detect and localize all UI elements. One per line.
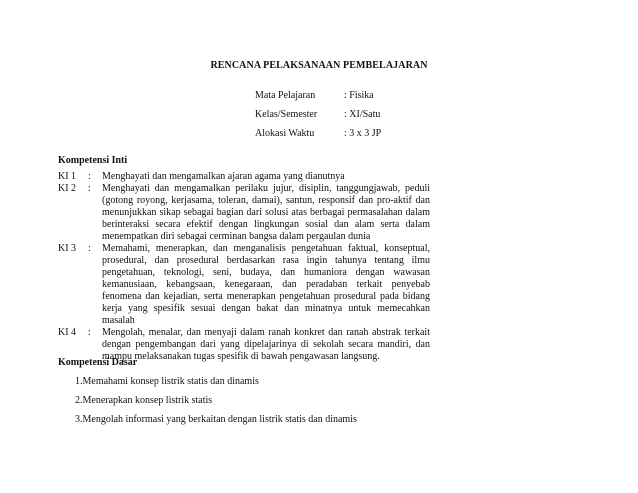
meta-value: : Fisika (344, 90, 374, 101)
ki-row (58, 171, 430, 183)
ki-code: KI 1 (58, 171, 77, 182)
ki-code: KI 4 (58, 327, 77, 338)
ki-colon: : (88, 171, 91, 182)
ki-text: Menghayati dan mengamalkan ajaran agama yang dianutnya (102, 171, 345, 182)
ki-colon: : (88, 183, 91, 194)
meta-row-time (255, 128, 455, 147)
meta-value: : 3 x 3 JP (344, 128, 382, 139)
kompetensi-dasar-list (75, 376, 475, 433)
list-item: 3.Mengolah informasi yang berkaitan dengan listrik statis dan dinamis (75, 414, 357, 425)
document-title-text: RENCANA PELAKSANAAN PEMBELAJARAN (210, 60, 428, 71)
meta-row-class (255, 109, 455, 128)
meta-label: Alokasi Waktu (255, 128, 315, 139)
kompetensi-dasar-heading: Kompetensi Dasar (58, 357, 138, 368)
kompetensi-inti-list (58, 171, 430, 363)
ki-row (58, 243, 430, 327)
meta-label: Kelas/Semester (255, 109, 318, 120)
ki-code: KI 3 (58, 243, 77, 254)
ki-row (58, 183, 430, 243)
ki-text: Menghayati dan mengamalkan perilaku jujur, disiplin, tanggungjawab, peduli (gotong royong, kerjasama, toleran, damai), santun, responsif dan pro-aktif dan menunjukkan sikap sebagai bagian dari solusi atas berbagai permasalahan dalam berinteraksi secara efektif dengan lingkungan sosial dan alam serta dalam menempatkan diri sebagai cerminan bangsa dalam pergaulan dunia (102, 183, 430, 242)
list-item: 1.Memahami konsep listrik statis dan dinamis (75, 376, 259, 387)
meta-value: : XI/Satu (344, 109, 381, 120)
document-title (0, 60, 638, 72)
meta-row-subject (255, 90, 455, 109)
ki-text: Mengolah, menalar, dan menyaji dalam ranah konkret dan ranah abstrak terkait dengan pengembangan dari yang dipelajarinya di sekolah secara mandiri, dan mampu melaksanakan tugas spesifik di bawah pengawasan langsung. (102, 327, 430, 362)
ki-code: KI 2 (58, 183, 77, 194)
meta-block (255, 90, 455, 147)
meta-label: Mata Pelajaran (255, 90, 316, 101)
list-item: 2.Menerapkan konsep listrik statis (75, 395, 213, 406)
kompetensi-inti-heading: Kompetensi Inti (58, 155, 128, 166)
ki-text: Memahami, menerapkan, dan menganalisis pengetahuan faktual, konseptual, prosedural, dan prosedural berdasarkan rasa ingin tahunya tentang ilmu pengetahuan, teknologi, seni, budaya, dan humaniora dengan wawasan kemanusiaan, kebangsaan, kenegaraan, dan peradaban terkait penyebab fenomena dan kejadian, serta menerapkan pengetahuan prosedural pada bidang kerja yang spesifik sesuai dengan bakat dan minatnya untuk memecahkan masalah (102, 243, 430, 326)
ki-colon: : (88, 327, 91, 338)
ki-colon: : (88, 243, 91, 254)
